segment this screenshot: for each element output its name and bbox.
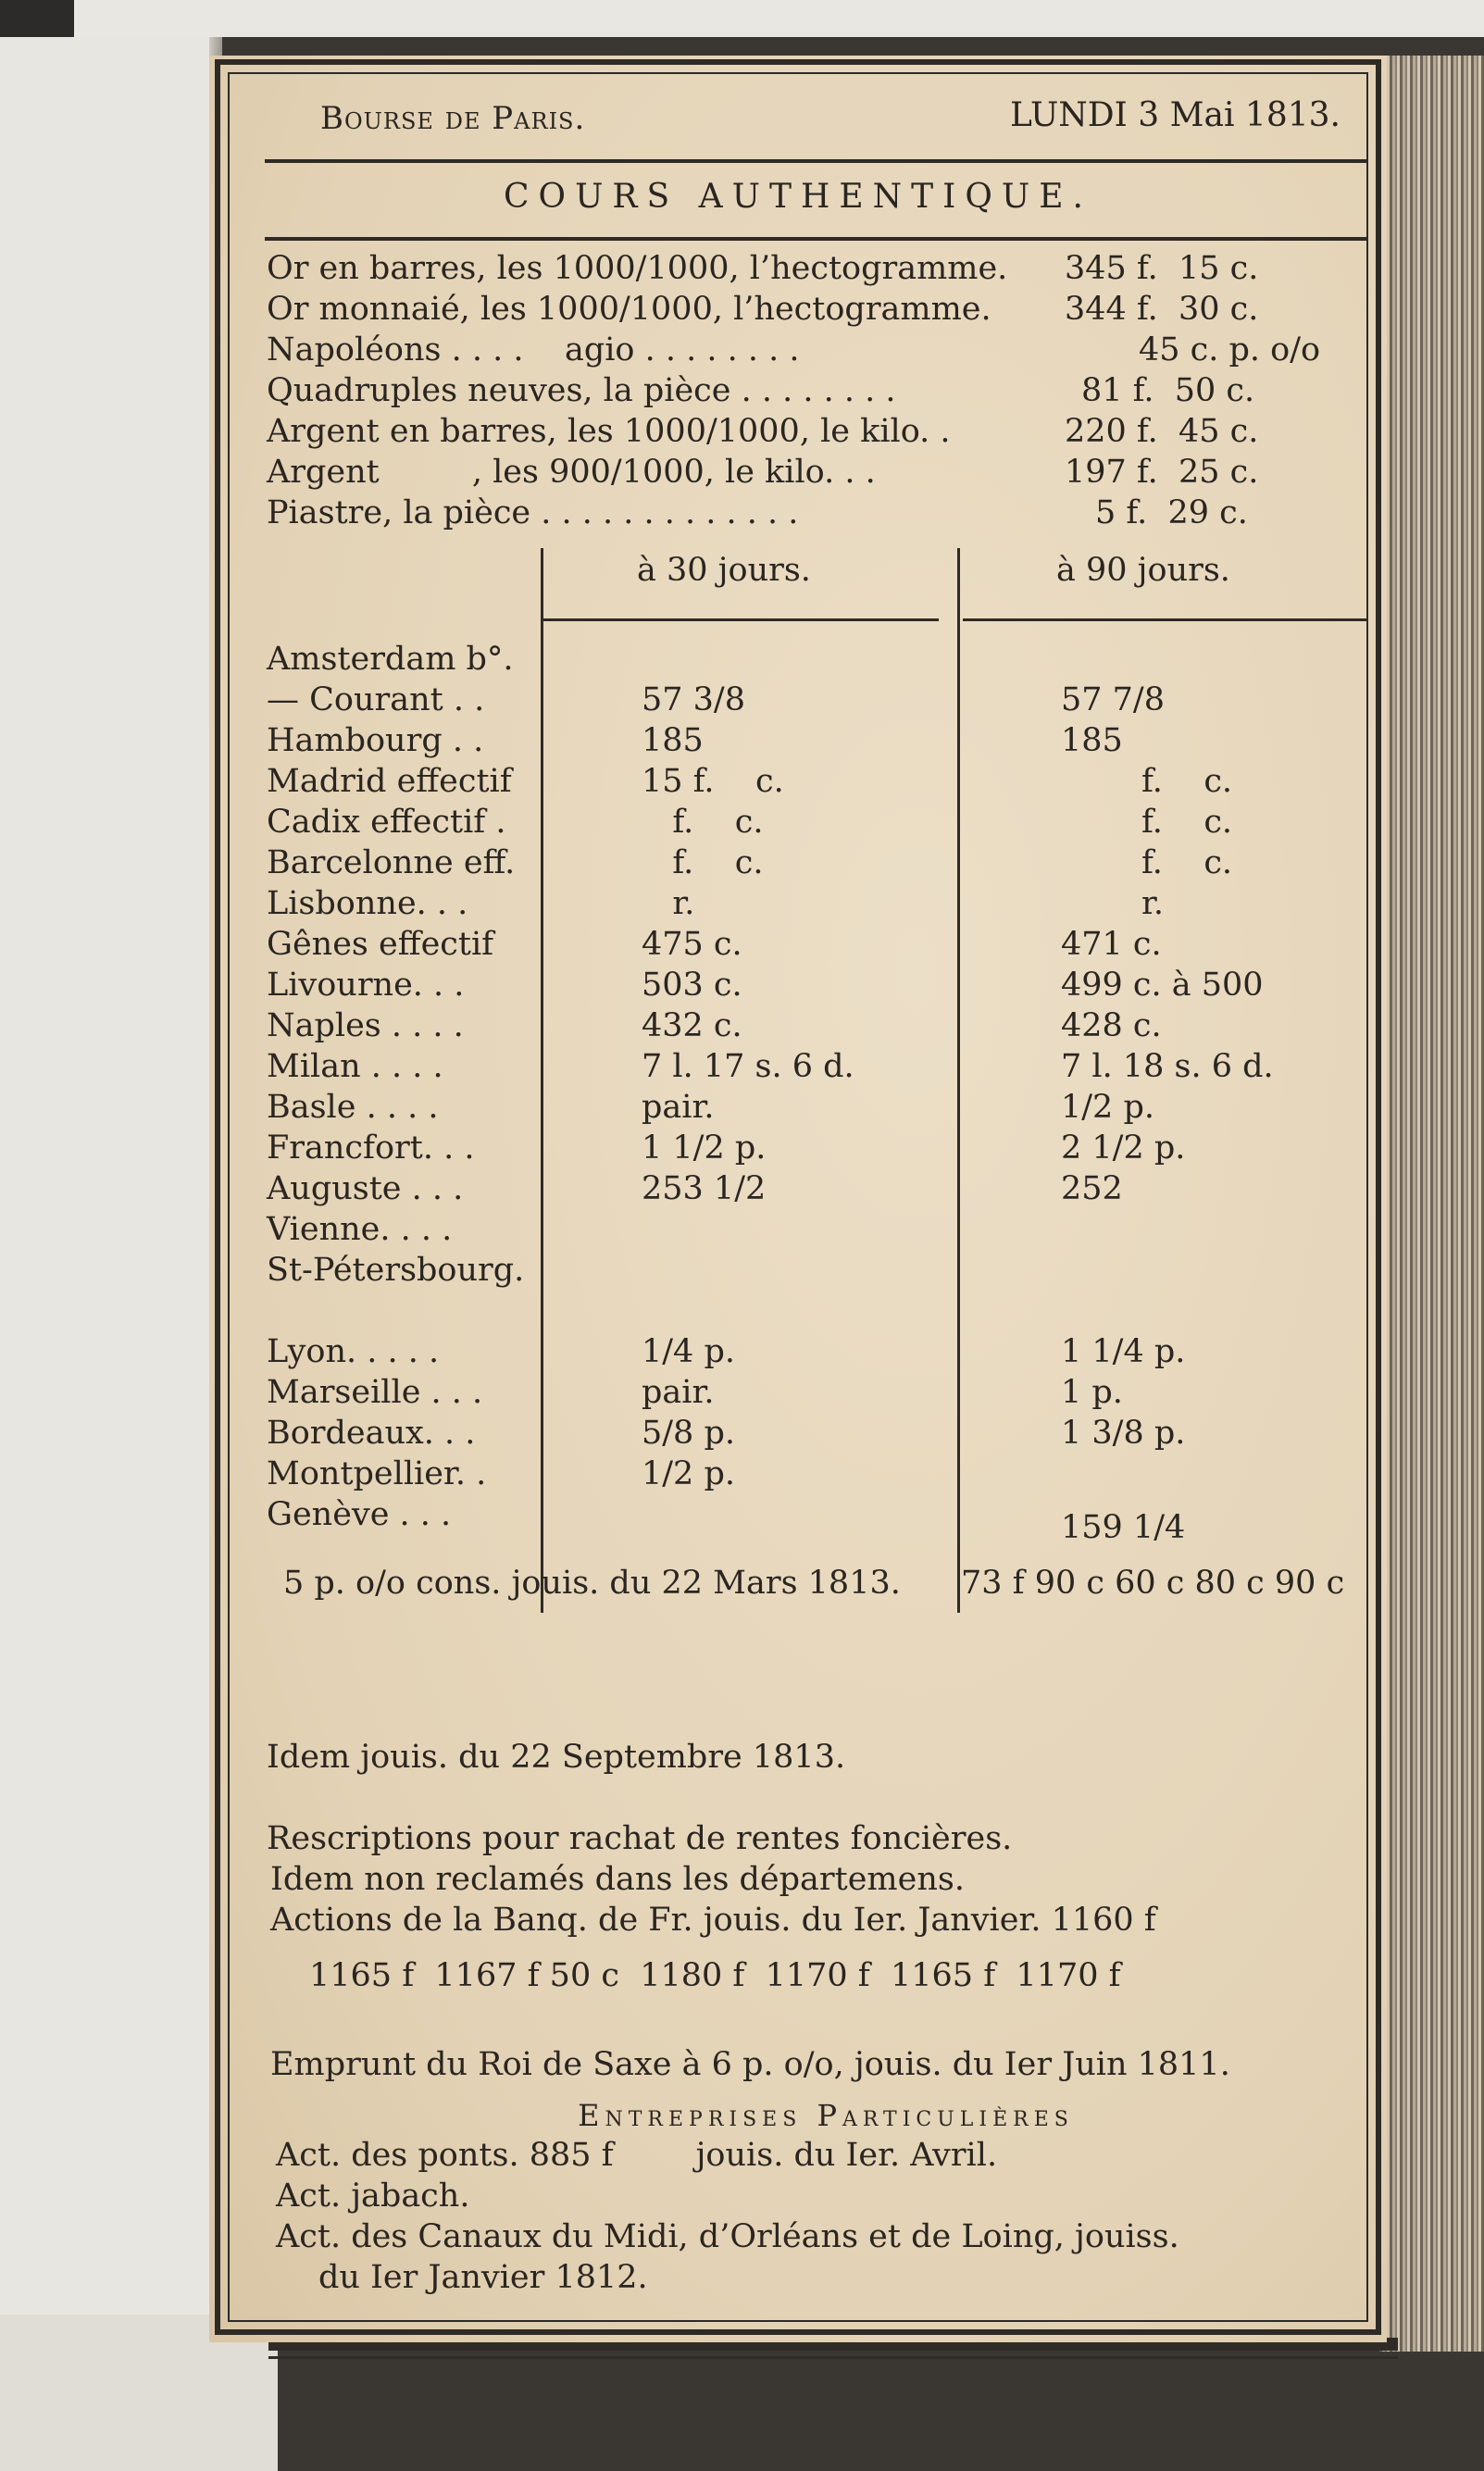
metal-label: Or en barres, les 1000/1000, l’hectogramme. <box>267 250 1008 287</box>
binding-edge <box>0 0 74 37</box>
col-90-days-header: à 90 jours. <box>1056 552 1230 589</box>
exchange-place: Basle . . . . <box>267 1089 439 1126</box>
col-30-rule <box>541 618 939 621</box>
lower-rule-thin <box>268 2356 1398 2359</box>
rate-90: 1 1/4 p. <box>1061 1333 1186 1370</box>
title-rule <box>265 237 1366 241</box>
rentes-idem: Idem jouis. du 22 Septembre 1813. <box>267 1739 846 1776</box>
exchange-place: Barcelonne eff. <box>267 844 516 881</box>
exchange-place: Francfort. . . <box>267 1129 475 1167</box>
actions-banque-values: 1165 f 1167 f 50 c 1180 f 1170 f 1165 f 1170 f <box>309 1957 1121 1994</box>
exchange-place: Madrid effectif <box>267 763 512 800</box>
metal-value: 345 f. 15 c. <box>1065 250 1259 287</box>
metal-row <box>267 250 1259 287</box>
emprunt-saxe: Emprunt du Roi de Saxe à 6 p. o/o, jouis. du Ier Juin 1811. <box>270 2046 1230 2083</box>
metal-row <box>267 291 1259 328</box>
rentes-cons: 5 p. o/o cons. jouis. du 22 Mars 1813. <box>283 1565 901 1602</box>
domestic-place: Genève . . . <box>267 1496 452 1533</box>
left-facing-page <box>0 37 222 2444</box>
rate-90: 499 c. à 500 <box>1061 967 1264 1004</box>
rate-90: 1 p. <box>1061 1374 1123 1411</box>
rate-30: f. c. <box>642 804 764 841</box>
rate-90: 252 <box>1061 1170 1123 1207</box>
rate-90: 1 3/8 p. <box>1061 1415 1186 1452</box>
rate-90: 185 <box>1061 722 1123 759</box>
metal-label: Quadruples neuves, la pièce . . . . . . . . <box>267 372 896 409</box>
exchange-place: Lisbonne. . . <box>267 885 468 922</box>
domestic-place: Lyon. . . . . <box>267 1333 440 1370</box>
metal-value: 81 f. 50 c. <box>1081 372 1255 409</box>
rate-90: f. c. <box>1141 763 1233 800</box>
act-canaux: Act. des Canaux du Midi, d’Orléans et de Loing, jouiss. <box>276 2218 1179 2255</box>
metal-label: Or monnaié, les 1000/1000, l’hectogramme. <box>267 291 991 328</box>
metal-row <box>267 372 1255 409</box>
col-90-rule <box>963 618 1368 621</box>
rate-90: 1/2 p. <box>1061 1089 1154 1126</box>
act-ponts: Act. des ponts. 885 f jouis. du Ier. Avril. <box>276 2137 998 2174</box>
rate-30: 503 c. <box>642 967 742 1004</box>
page-title: COURS AUTHENTIQUE. <box>504 178 1092 216</box>
rate-30: 7 l. 17 s. 6 d. <box>642 1048 854 1085</box>
rate-90: r. <box>1141 885 1165 922</box>
metal-label: Piastre, la pièce . . . . . . . . . . . . . <box>267 494 799 531</box>
top-margin <box>0 0 1484 37</box>
domestic-place: Marseille . . . <box>267 1374 483 1411</box>
rate-90: 428 c. <box>1061 1007 1162 1044</box>
rate-30: pair. <box>642 1089 715 1126</box>
metal-label: Argent en barres, les 1000/1000, le kilo. . <box>267 413 951 450</box>
entreprises-heading: Entreprises Particulières <box>578 2098 1074 2133</box>
metal-row <box>267 494 1248 531</box>
exchange-place: Vienne. . . . <box>267 1211 453 1248</box>
col-30-days-header: à 30 jours. <box>637 552 811 589</box>
metal-value: 220 f. 45 c. <box>1065 413 1259 450</box>
act-jabach: Act. jabach. <box>276 2178 470 2215</box>
rate-30: 15 f. c. <box>642 763 784 800</box>
exchange-place: Gênes effectif <box>267 926 494 963</box>
metal-value: 197 f. 25 c. <box>1065 454 1259 491</box>
rescriptions-idem: Idem non reclamés dans les départemens. <box>270 1861 965 1898</box>
rate-30: pair. <box>642 1374 715 1411</box>
rescriptions: Rescriptions pour rachat de rentes foncières. <box>267 1820 1013 1857</box>
metal-value: 344 f. 30 c. <box>1065 291 1259 328</box>
rate-30: 432 c. <box>642 1007 742 1044</box>
exchange-place: Hambourg . . <box>267 722 484 759</box>
rate-30: 1/2 p. <box>642 1455 735 1492</box>
rate-90: 57 7/8 <box>1061 681 1165 718</box>
page-edges <box>1379 56 1484 2352</box>
metal-label: Napoléons . . . . agio . . . . . . . . <box>267 331 800 368</box>
metal-row <box>267 454 1259 491</box>
exchange-place: — Courant . . <box>267 681 485 718</box>
domestic-place: Bordeaux. . . <box>267 1415 476 1452</box>
rate-30: f. c. <box>642 844 764 881</box>
rate-90: f. c. <box>1141 844 1233 881</box>
header-date: LUNDI 3 Mai 1813. <box>1010 96 1341 134</box>
rate-30: r. <box>642 885 695 922</box>
rate-30: 253 1/2 <box>642 1170 767 1207</box>
rate-90: 159 1/4 <box>1061 1509 1186 1546</box>
actions-banque: Actions de la Banq. de Fr. jouis. du Ier. Janvier. 1160 f <box>270 1902 1156 1939</box>
rate-90: f. c. <box>1141 804 1233 841</box>
rate-30: 57 3/8 <box>642 681 745 718</box>
rate-90: 471 c. <box>1061 926 1162 963</box>
rate-90: 2 1/2 p. <box>1061 1129 1186 1167</box>
exchange-place: St-Pétersbourg. <box>267 1252 525 1289</box>
domestic-place: Montpellier. . <box>267 1455 487 1492</box>
header-left: Bourse de Paris. <box>320 100 586 137</box>
exchange-place: Livourne. . . <box>267 967 465 1004</box>
act-canaux-cont: du Ier Janvier 1812. <box>318 2259 648 2296</box>
rate-30: 475 c. <box>642 926 742 963</box>
rate-90: 7 l. 18 s. 6 d. <box>1061 1048 1274 1085</box>
exchange-place: Naples . . . . <box>267 1007 464 1044</box>
metal-value: 45 c. p. o/o <box>1139 331 1321 368</box>
exchange-place: Milan . . . . <box>267 1048 443 1085</box>
metal-label: Argent , les 900/1000, le kilo. . . <box>267 454 876 491</box>
header-rule <box>265 159 1366 163</box>
exchange-place: Amsterdam b°. <box>267 641 514 678</box>
rate-30: 1 1/2 p. <box>642 1129 767 1167</box>
rate-30: 1/4 p. <box>642 1333 735 1370</box>
exchange-place: Auguste . . . <box>267 1170 464 1207</box>
metal-row <box>267 413 1259 450</box>
rate-30: 5/8 p. <box>642 1415 735 1452</box>
rate-30: 185 <box>642 722 704 759</box>
exchange-place: Cadix effectif . <box>267 804 506 841</box>
table-divider-left <box>541 548 543 1613</box>
document-page <box>209 56 1387 2342</box>
metal-row <box>267 331 1321 368</box>
rentes-cons-values: 73 f 90 c 60 c 80 c 90 c <box>961 1565 1345 1602</box>
metal-value: 5 f. 29 c. <box>1095 494 1248 531</box>
table-divider-right <box>957 548 960 1613</box>
